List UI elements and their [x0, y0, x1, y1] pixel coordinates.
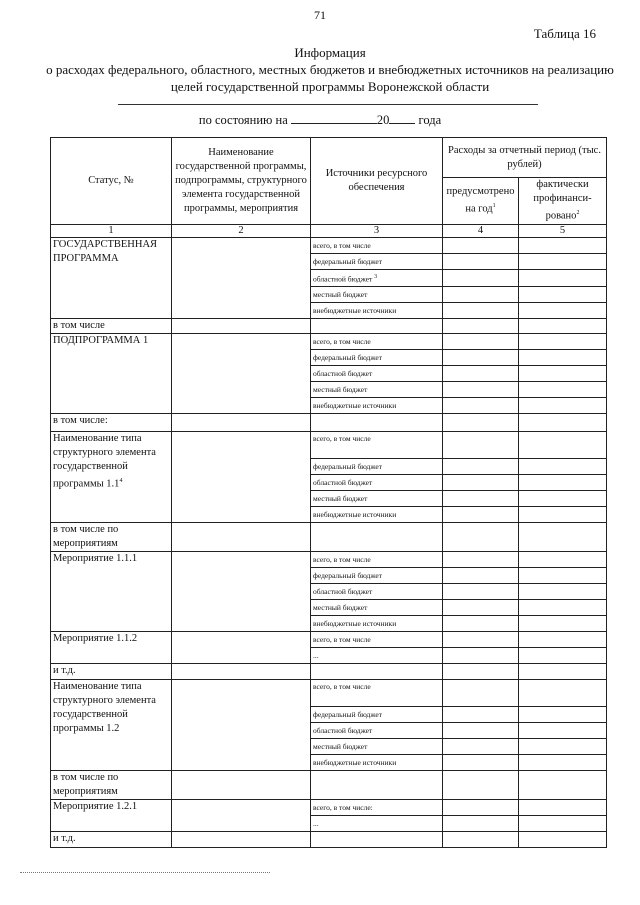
program-status: ГОСУДАРСТВЕННАЯ ПРОГРАММА: [51, 237, 172, 319]
planned-cell[interactable]: [443, 755, 519, 771]
planned-cell[interactable]: [443, 739, 519, 755]
actual-cell[interactable]: [519, 432, 607, 459]
as-of-prefix: по состоянию на: [198, 113, 288, 127]
source-federal: федеральный бюджет: [311, 350, 443, 366]
source-regional: областной бюджет: [311, 723, 443, 739]
planned-cell[interactable]: [443, 707, 519, 723]
source-total: всего, в том числе: [311, 680, 443, 707]
actual-cell[interactable]: [519, 600, 607, 616]
document-title: [30, 44, 630, 95]
source-extra: внебюджетные источники: [311, 755, 443, 771]
source-local: местный бюджет: [311, 491, 443, 507]
planned-cell[interactable]: [443, 366, 519, 382]
actual-cell[interactable]: [519, 739, 607, 755]
actual-cell[interactable]: [519, 568, 607, 584]
actual-cell[interactable]: [519, 269, 607, 287]
source-total: всего, в том числе:: [311, 800, 443, 816]
actual-cell[interactable]: [519, 350, 607, 366]
source-regional: областной бюджет: [311, 584, 443, 600]
column-number: 5: [519, 224, 607, 237]
planned-cell[interactable]: [443, 475, 519, 491]
source-regional: областной бюджет: [311, 475, 443, 491]
including-label: в том числе: [51, 319, 172, 334]
title-line-1: Информация: [294, 45, 366, 60]
etc-label: и т.д.: [51, 832, 172, 848]
event-1-1-2-status: Мероприятие 1.1.2: [51, 632, 172, 664]
source-total: всего, в том числе: [311, 632, 443, 648]
actual-cell[interactable]: [519, 334, 607, 350]
actual-cell[interactable]: [519, 398, 607, 414]
event-1-1-1-name-cell[interactable]: [172, 552, 311, 632]
page-number: 71: [314, 8, 326, 22]
event-1-1-2-name-cell[interactable]: [172, 632, 311, 664]
source-federal: федеральный бюджет: [311, 707, 443, 723]
header-actual: фактически профинанси-ровано$^2$: [519, 178, 607, 225]
actual-cell[interactable]: [519, 616, 607, 632]
column-numbers-row: [51, 224, 607, 237]
planned-cell[interactable]: [443, 287, 519, 303]
source-extra: внебюджетные источники: [311, 398, 443, 414]
planned-cell[interactable]: [443, 491, 519, 507]
actual-cell[interactable]: [519, 366, 607, 382]
element-1-1-name-cell[interactable]: [172, 432, 311, 523]
planned-cell[interactable]: [443, 632, 519, 648]
source-total: всего, в том числе: [311, 237, 443, 253]
column-number: 3: [311, 224, 443, 237]
element-1-1-status: Наименование типа структурного элемента государственной программы $1.1^4$: [51, 432, 172, 523]
actual-cell[interactable]: [519, 459, 607, 475]
planned-cell[interactable]: [443, 584, 519, 600]
program-name-cell[interactable]: [172, 237, 311, 319]
including-events-label: в том числе по мероприятиям: [51, 523, 172, 552]
planned-cell[interactable]: [443, 350, 519, 366]
planned-cell[interactable]: [443, 507, 519, 523]
planned-cell[interactable]: [443, 459, 519, 475]
source-extra: внебюджетные источники: [311, 303, 443, 319]
actual-cell[interactable]: [519, 382, 607, 398]
planned-cell[interactable]: [443, 800, 519, 816]
year-blank[interactable]: [389, 111, 415, 124]
element-1-2-status: Наименование типа структурного элемента государственной программы 1.2: [51, 680, 172, 771]
source-local: местный бюджет: [311, 287, 443, 303]
etc-label: и т.д.: [51, 664, 172, 680]
header-expenses: Расходы за отчетный период (тыс. рублей): [443, 138, 607, 178]
header-planned: предусмотрено на год$^1$: [443, 178, 519, 225]
source-local: местный бюджет: [311, 382, 443, 398]
title-line-3: целей государственной программы Воронежской области: [170, 79, 490, 94]
actual-cell[interactable]: [519, 237, 607, 253]
actual-cell[interactable]: [519, 816, 607, 832]
planned-cell[interactable]: [443, 334, 519, 350]
source-extra: внебюджетные источники: [311, 616, 443, 632]
header-name: Наименование государственной программы, подпрограммы, структурного элемента государственной программы, мероприятия: [172, 138, 311, 225]
source-regional: областной бюджет: [311, 366, 443, 382]
source-federal: федеральный бюджет: [311, 459, 443, 475]
as-of-date-line: [0, 111, 640, 128]
source-total: всего, в том числе: [311, 432, 443, 459]
source-total: всего, в том числе: [311, 552, 443, 568]
source-extra: внебюджетные источники: [311, 507, 443, 523]
event-1-2-1-name-cell[interactable]: [172, 800, 311, 832]
source-ellipsis: ...: [311, 648, 443, 664]
including-events-label: в том числе по мероприятиям: [51, 771, 172, 800]
actual-cell[interactable]: [519, 287, 607, 303]
title-line-2: о расходах федерального, областного, местных бюджетов и внебюджетных источников на реализацию: [46, 62, 614, 77]
element-1-2-name-cell[interactable]: [172, 680, 311, 771]
expenses-table: [50, 137, 607, 848]
planned-cell[interactable]: [443, 382, 519, 398]
subprogram-status: ПОДПРОГРАММА 1: [51, 334, 172, 414]
planned-cell[interactable]: [443, 723, 519, 739]
actual-cell[interactable]: [519, 253, 607, 269]
footnote-separator: [20, 872, 270, 873]
actual-cell[interactable]: [519, 755, 607, 771]
header-sources: Источники ресурсного обеспечения: [311, 138, 443, 225]
planned-cell[interactable]: [443, 616, 519, 632]
actual-cell[interactable]: [519, 632, 607, 648]
actual-cell[interactable]: [519, 507, 607, 523]
including-label: в том числе:: [51, 414, 172, 432]
actual-cell[interactable]: [519, 680, 607, 707]
planned-cell[interactable]: [443, 600, 519, 616]
subprogram-name-cell[interactable]: [172, 334, 311, 414]
source-regional: областной бюджет $^3$: [311, 269, 443, 287]
planned-cell[interactable]: [443, 269, 519, 287]
planned-cell[interactable]: [443, 303, 519, 319]
source-local: местный бюджет: [311, 739, 443, 755]
planned-cell[interactable]: [443, 432, 519, 459]
actual-cell[interactable]: [519, 491, 607, 507]
planned-cell[interactable]: [443, 253, 519, 269]
source-total: всего, в том числе: [311, 334, 443, 350]
source-federal: федеральный бюджет: [311, 568, 443, 584]
actual-cell[interactable]: [519, 800, 607, 816]
actual-cell[interactable]: [519, 552, 607, 568]
actual-cell[interactable]: [519, 584, 607, 600]
as-of-suffix: года: [418, 113, 442, 127]
planned-cell[interactable]: [443, 237, 519, 253]
event-1-2-1-status: Мероприятие 1.2.1: [51, 800, 172, 832]
actual-cell[interactable]: [519, 475, 607, 491]
year-prefix: 20: [376, 113, 390, 127]
column-number: 4: [443, 224, 519, 237]
event-1-1-1-status: Мероприятие 1.1.1: [51, 552, 172, 632]
table-label: Таблица 16: [533, 26, 596, 41]
planned-cell[interactable]: [443, 552, 519, 568]
title-rule: [118, 104, 538, 105]
planned-cell[interactable]: [443, 680, 519, 707]
actual-cell[interactable]: [519, 648, 607, 664]
source-local: местный бюджет: [311, 600, 443, 616]
column-number: 2: [172, 224, 311, 237]
date-blank[interactable]: [291, 111, 377, 124]
actual-cell[interactable]: [519, 723, 607, 739]
actual-cell[interactable]: [519, 303, 607, 319]
actual-cell[interactable]: [519, 707, 607, 723]
planned-cell[interactable]: [443, 816, 519, 832]
planned-cell[interactable]: [443, 568, 519, 584]
source-ellipsis: ...: [311, 816, 443, 832]
header-status: Статус, №: [51, 138, 172, 225]
source-federal: федеральный бюджет: [311, 253, 443, 269]
planned-cell[interactable]: [443, 398, 519, 414]
column-number: 1: [51, 224, 172, 237]
planned-cell[interactable]: [443, 648, 519, 664]
